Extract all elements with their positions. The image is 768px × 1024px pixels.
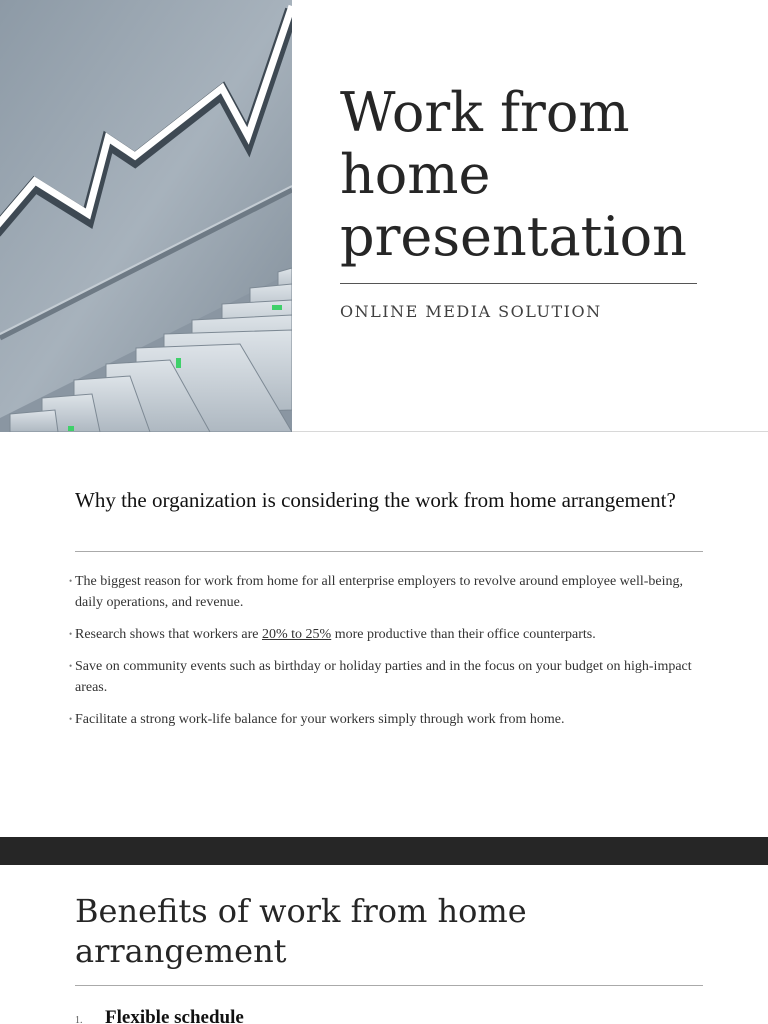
- list-item: [75, 1007, 675, 1024]
- list-item: [70, 709, 710, 730]
- slide-separator-band: [0, 837, 768, 865]
- bullet-icon: •: [69, 629, 73, 639]
- presentation-subtitle: ONLINE MEDIA SOLUTION: [340, 302, 602, 321]
- item-label: Flexible schedule: [105, 1007, 244, 1024]
- bullet-text-after: more productive than their office counterparts.: [331, 627, 596, 642]
- reasons-slide: [0, 433, 768, 837]
- item-number: 1.: [75, 1015, 83, 1024]
- reasons-slide-title: Why the organization is considering the work from home arrangement?: [75, 488, 676, 512]
- bullet-icon: •: [69, 576, 73, 586]
- bullet-icon: •: [69, 661, 73, 671]
- list-item: [70, 571, 710, 613]
- bullet-text: The biggest reason for work from home for all enterprise employers to revolve around employee well-being, daily operations, and revenue.: [75, 574, 684, 610]
- benefits-slide-title: Benefits of work from home arrangement: [75, 892, 527, 970]
- bullet-text-before: Research shows that workers are: [75, 627, 262, 642]
- reasons-list: [70, 571, 710, 741]
- rising-graph-stairs-photo: [0, 0, 292, 432]
- bullet-icon: •: [69, 714, 73, 724]
- bullet-text: Save on community events such as birthday or holiday parties and in the focus on your budget on high-impact areas.: [75, 659, 692, 695]
- title-divider: [340, 283, 697, 284]
- presentation-title: Work from home presentation: [340, 81, 687, 268]
- benefits-divider: [75, 985, 703, 986]
- bullet-text: Facilitate a strong work-life balance for your workers simply through work from home.: [75, 712, 565, 727]
- reasons-divider: [75, 551, 703, 552]
- list-item: [70, 624, 710, 645]
- title-slide: [0, 0, 768, 432]
- benefits-slide: [0, 865, 768, 1024]
- list-item: [70, 656, 710, 698]
- productivity-highlight: 20% to 25%: [262, 627, 332, 642]
